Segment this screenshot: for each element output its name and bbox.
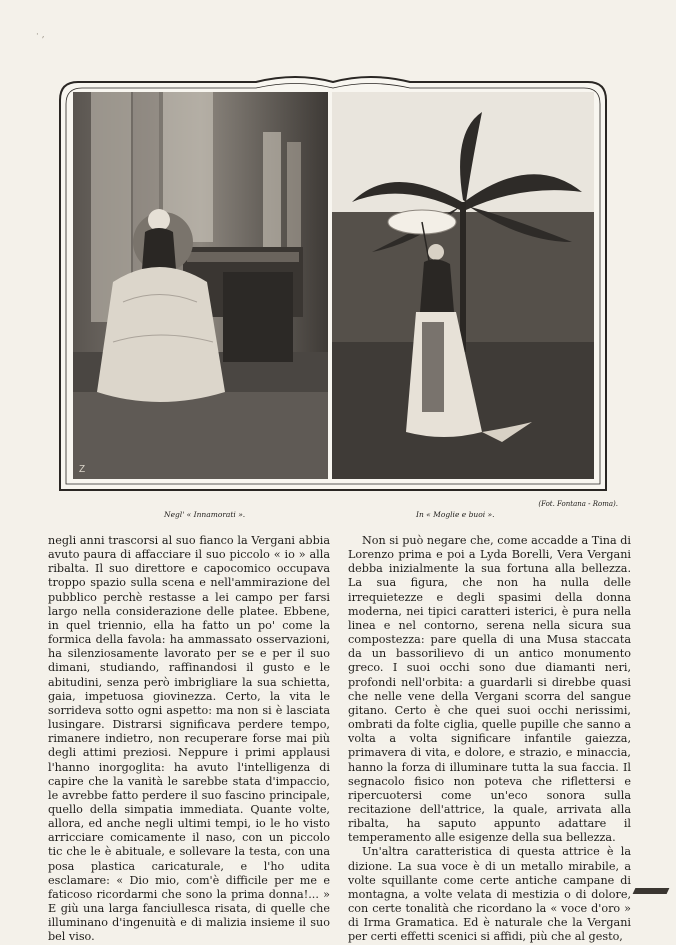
page-corner-mark: · , — [36, 30, 45, 40]
paragraph: Un'altra caratteristica di questa attrice è la dizione. La sua voce è di un metallo mirabile, a volte squillante come certe antiche campane di montagna, a volte velata di mestizia o di dolore, con certe tonalità che ricordano la « voce d'oro » di Irma Gramatica. Ed è naturale che la Vergani per certi effetti scenici si affidi, più che al gesto, — [348, 845, 631, 944]
caption-right: In « Moglie e buoi ». — [416, 510, 495, 519]
photo-credit: (Fot. Fontana - Roma). — [538, 500, 618, 508]
paragraph: Non si può negare che, come accadde a Tina di Lorenzo prima e poi a Lyda Borelli, Vera Vergani debba inizialmente la sua fortuna alla bellezza. La sua figura, che non ha nulla delle irrequietezze e degli spasimi della donna moderna, nei tipici caratteri isterici, è pura nella linea e nel contorno, serena nella sicura sua compostezza: pare quella di una Musa staccata da un bassorilievo di un antico monumento greco. I suoi occhi sono due diamanti neri, profondi nell'orbita: a guardarli si direbbe quasi che nelle vene della Vergani scorra del sangue gitano. Certo è che quei suoi occhi nerissimi, ombrati da folte ciglia, quelle pupille che sanno a volta a volta significare infantile gaiezza, primavera di vita, e dolore, e strazio, e minaccia, hanno la forza di illuminare tutta la sua faccia. Il segnacolo fisico non poteva che riflettersi e ripercuotersi come un'eco sonora sulla recitazione dell'attrice, la quale, arrivata alla ribalta, ha saputo appunto adattare il temperamento alle esigenze della sua bellezza. — [348, 534, 631, 845]
photo-garden-actress — [332, 92, 594, 479]
photo-innamorati — [73, 92, 328, 479]
scan-edge-mark — [633, 888, 670, 894]
article-column-left — [48, 534, 330, 945]
photo-frame — [56, 74, 610, 494]
paragraph: negli anni trascorsi al suo fianco la Vergani abbia avuto paura di affacciare il suo piccolo « io » alla ribalta. Il suo direttore e capocomico occupava troppo spazio sulla scena e nell'ammirazione del pubblico perchè restasse a lei campo per farsi largo nella considerazione delle platee. Ebbene, in quel triennio, ella ha fatto un po' come la formica della favola: ha ammassato osservazioni, ha silenziosamente lavorato per se e per il suo dimani, studiando, raffinandosi il gusto e le abitudini, senza però imbrigliare la sua schietta, gaia, impetuosa giovinezza. Certo, la vita le sorrideva sotto ogni aspetto: ma non si è lasciata lusingare. Distrarsi significava perdere tempo, rimanere indietro, non recuperare forse mai più degli attimi preziosi. Neppure i primi applausi l'hanno inorgoglita: ha avuto l'intelligenza di capire che la vanità le sarebbe stata d'impaccio, le avrebbe fatto perdere il suo fascino principale, quello della simpatia immediata. Quante volte, allora, ed anche negli ultimi tempi, io le ho visto arricciare comicamente il naso, con un piccolo tic che le è abituale, e sollevare la testa, con una posa plastica caricaturale, e l'ho udita esclamare: « Dio mio, com'è difficile per me e faticoso ricordarmi che sono la prima donna!... » E giù una larga fanciullesca risata, di quelle che illuminano d'ingenuità e di malizia insieme il suo bel viso. — [48, 534, 330, 944]
photo-moglie-e-buoi — [332, 92, 594, 479]
caption-left: Negl' « Innamorati ». — [164, 510, 246, 519]
photo-seated-actress — [73, 92, 328, 479]
article-column-right — [348, 534, 631, 945]
photo-initial: Z — [79, 464, 86, 475]
